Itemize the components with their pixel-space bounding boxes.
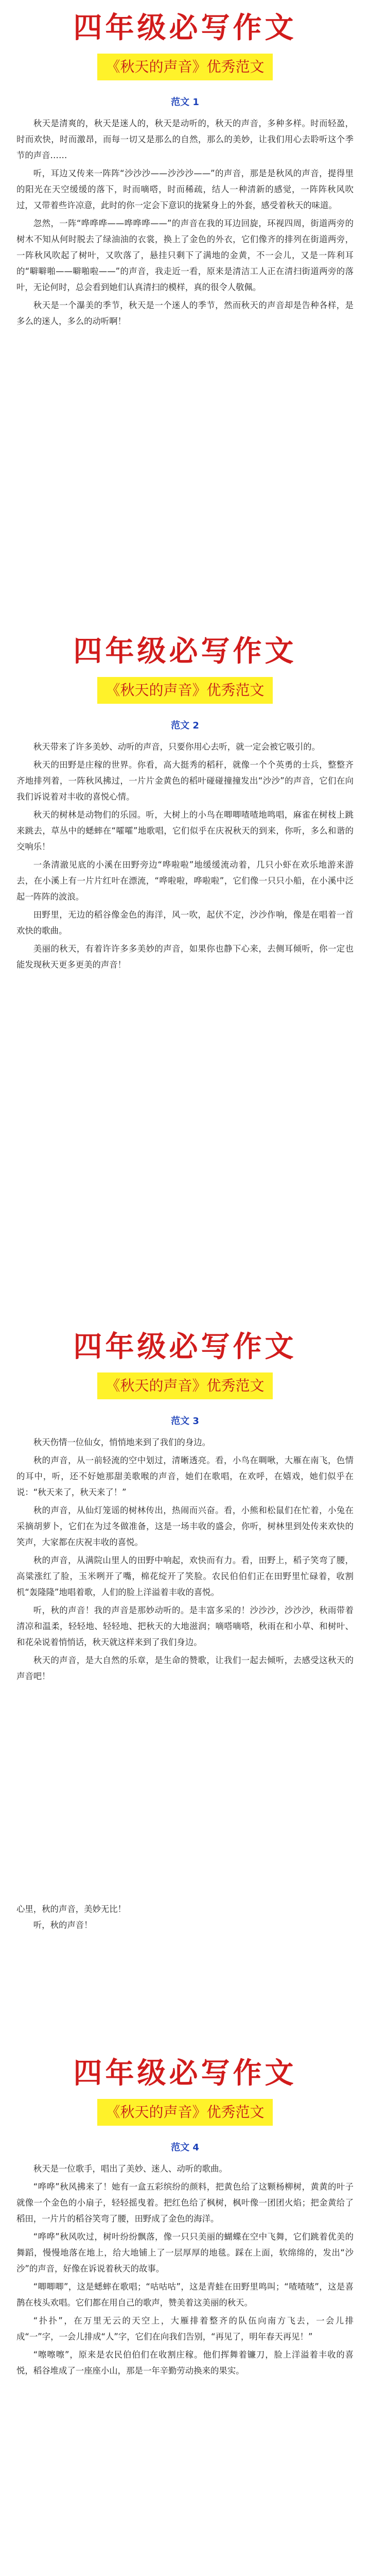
essay-paragraph: 秋天是清爽的，秋天是迷人的，秋天是动听的，秋天的声音，多种多样。时而轻盈，时而欢快，时而激昂，而每一切又是那么的自然，那么的美妙，让我们用心去聆听这个季节的声音…… [16,118,354,160]
tail-line: 听，秋的声音！ [33,1920,93,1930]
essay-label: 范文 3 [171,1416,199,1427]
essay-paragraph: 秋的声音，从满院山里人的田野中响起，欢快而有力。看，田野上，稻子笑弯了腰，高粱涨红了脸，玉米咧开了嘴，棉花绽开了笑脸。农民伯伯们正在田野里忙碌着，收割机“轰隆隆”地唱着歌，人们的脸上洋溢着丰收的喜悦。 [16,1555,354,1597]
grade-title: 四年级必写作文 [73,2057,297,2090]
essay-paragraph: 秋天的声音，是大自然的乐章，是生命的赞歌，让我们一起去倾听，去感受这秋天的声音吧！ [16,1655,354,1681]
essay-paragraph: 一条清澈见底的小溪在田野旁边“哗啦啦”地缓缓流动着，几只小虾在欢乐地游来游去，在小溪上有一片片红叶在漂流，“哗啦啦，哗啦啦”，它们像一只只小船，在小溪中泛起一阵阵的波浪。 [16,860,354,902]
essay-paragraph: 秋天带来了许多美妙、动听的声音，只要你用心去听，就一定会被它吸引的。 [33,742,321,752]
essay-section-4 [0,2056,370,2379]
essay-paragraph: 秋天的田野是庄稼的世界。你看，高大挺秀的稻秆，就像一个个英勇的士兵，整整齐齐地排列着，一阵秋风拂过，一片片金黄色的稻叶碰碰撞撞发出“沙沙”的声音，它们在向我们诉说着对丰收的喜悦心情。 [16,760,354,802]
essay-label: 范文 4 [171,2142,199,2153]
subtitle-banner: 《秋天的声音》优秀范文 [97,677,272,704]
grade-title: 四年级必写作文 [73,1330,297,1364]
essay-paragraph: “哗哗”秋风吹过，树叶纷纷飘落，像一只只美丽的蝴蝶在空中飞舞，它们跳着优美的舞蹈，慢慢地落在地上，给大地铺上了一层厚厚的地毯。踩在上面，软绵绵的，发出“沙沙”的声音，好像在诉说着秋天的故事。 [16,2232,354,2274]
essay-section-3 [0,1329,370,1684]
essay-section-2 [0,634,370,973]
essay-paragraph: 秋天的树林是动物们的乐园。听，大树上的小鸟在唧唧喳喳地鸣唱，麻雀在树枝上跳来跳去，草丛中的蟋蟀在“嚯嚯”地歌唱，它们似乎在庆祝秋天的到来，你听，多么和谐的交响乐！ [16,810,354,852]
essay-paragraph: “唧唧唧”，这是蟋蟀在歌唱；“咕咕咕”，这是青蛙在田野里鸣叫；“喳喳喳”，这是喜鹊在枝头欢唱。它们都在用自己的歌声，赞美着这美丽的秋天。 [16,2282,354,2308]
essay-label: 范文 1 [171,97,199,108]
essay-3-tail [0,1901,370,1933]
essay-section-1 [0,10,370,329]
essay-paragraph: “嚓嚓嚓”，原来是农民伯伯们在收割庄稼。他们挥舞着镰刀，脸上洋溢着丰收的喜悦，稻谷堆成了一座座小山，那是一年辛勤劳动换来的果实。 [16,2350,354,2376]
subtitle-banner: 《秋天的声音》优秀范文 [97,54,272,80]
essay-paragraph: 听，秋的声音！我的声音是那妙动听的。是丰富多采的！沙沙沙，沙沙沙，秋雨带着清凉和温柔，轻轻地、轻轻地、把秋天的大地滋润；嘀嗒嘀嗒，秋雨在和小草、和树叶、和花朵说着悄悄话，秋天就这样来到了我们身边。 [16,1605,354,1647]
essay-paragraph: “扑扑”，在万里无云的天空上，大雁排着整齐的队伍向南方飞去，一会儿排成“一”字，一会儿排成“人”字，它们在向我们告别，“再见了，明年春天再见！” [16,2316,354,2342]
essay-paragraph: 听，耳边又传来一阵阵“沙沙沙——沙沙沙——”的声音，那是是秋风的声音，提得里的阳光在天空缓缓的落下，时而嘀嗒，时而稀疏，结人一种清新的感觉，一阵阵秋风吹过，又带着些许凉意，此时的你一定会下意识的拢紧身上的外套，感受着秋天的味道。 [16,168,354,210]
essay-paragraph: 秋天是一位歌手，唱出了美妙、迷人、动听的歌曲。 [33,2164,227,2174]
essay-label: 范文 2 [171,720,199,731]
essay-paragraph: 秋天是一个瀑美的季节，秋天是一个迷人的季节，然而秋天的声音却是告种各样，是多么的迷人，多么的动听啊！ [16,300,354,326]
tail-line: 心里，秋的声音，美妙无比！ [16,1904,127,1914]
essay-paragraph: “哗哗”秋风拂来了！她有一盒五彩缤纷的颜料，把黄色给了这颗杨柳树，黄黄的叶子就像一个金色的小扇子，轻轻摇曳着。把红色给了枫树，枫叶像一团团火焰；把金黄给了稻田，一片片的稻谷笑弯了腰，田野成了金色的海洋。 [16,2182,354,2224]
subtitle-banner: 《秋天的声音》优秀范文 [97,1372,272,1399]
essay-paragraph: 秋的声音，从仙灯笼谣的树林传出，热闹而兴奋。看，小熊和松鼠们在忙着，小兔在采摘胡萝卜，它们在为过冬做准备，这是一场丰收的盛会，你听，树林里到处传来欢快的笑声，大家都在庆祝丰收的喜悦。 [16,1505,354,1547]
essay-paragraph: 秋天伤情一位仙女，悄悄地来到了我们的身边。 [33,1437,210,1447]
grade-title: 四年级必写作文 [73,11,297,45]
essay-paragraph: 忽然，一阵“哗哗哗——哗哗哗——”的声音在我的耳边回旋，环视四周，街道两旁的树木不知从何时脱去了绿油油的衣裳，换上了金色的外衣，它们像齐的排列在街道两旁，一阵秋风吹起了树叶，又吹落了，悬挂只剩下了满地的金黄，不一会儿，又是一阵利耳的“噼噼啪——噼啪啦——”的声音，我走近一看，原来是清洁工人正在清扫街道两旁的落叶，无论何时，总会看到她们认真清扫的模样，真的很令人敬佩。 [16,218,354,292]
subtitle-banner: 《秋天的声音》优秀范文 [97,2099,272,2126]
essay-paragraph: 秋的声音，从一前轻流的空中划过，清晰透亮。看，小鸟在啁啾，大雁在南飞，色情的耳中，听，还不好她那甜美歌喉的声音，她们在歌唱，在欢呼，在嬉戏，她们似乎在说：“秋天来了，秋天来了！” [16,1455,354,1497]
essay-paragraph: 美丽的秋天，有着许许多多美妙的声音，如果你也静下心来，去侧耳倾听，你一定也能发现秋天更多更美的声音！ [16,944,354,970]
essay-paragraph: 田野里，无边的稻谷像金色的海洋，风一吹，起伏不定，沙沙作响，像是在唱着一首欢快的歌曲。 [16,910,354,936]
grade-title: 四年级必写作文 [73,635,297,668]
